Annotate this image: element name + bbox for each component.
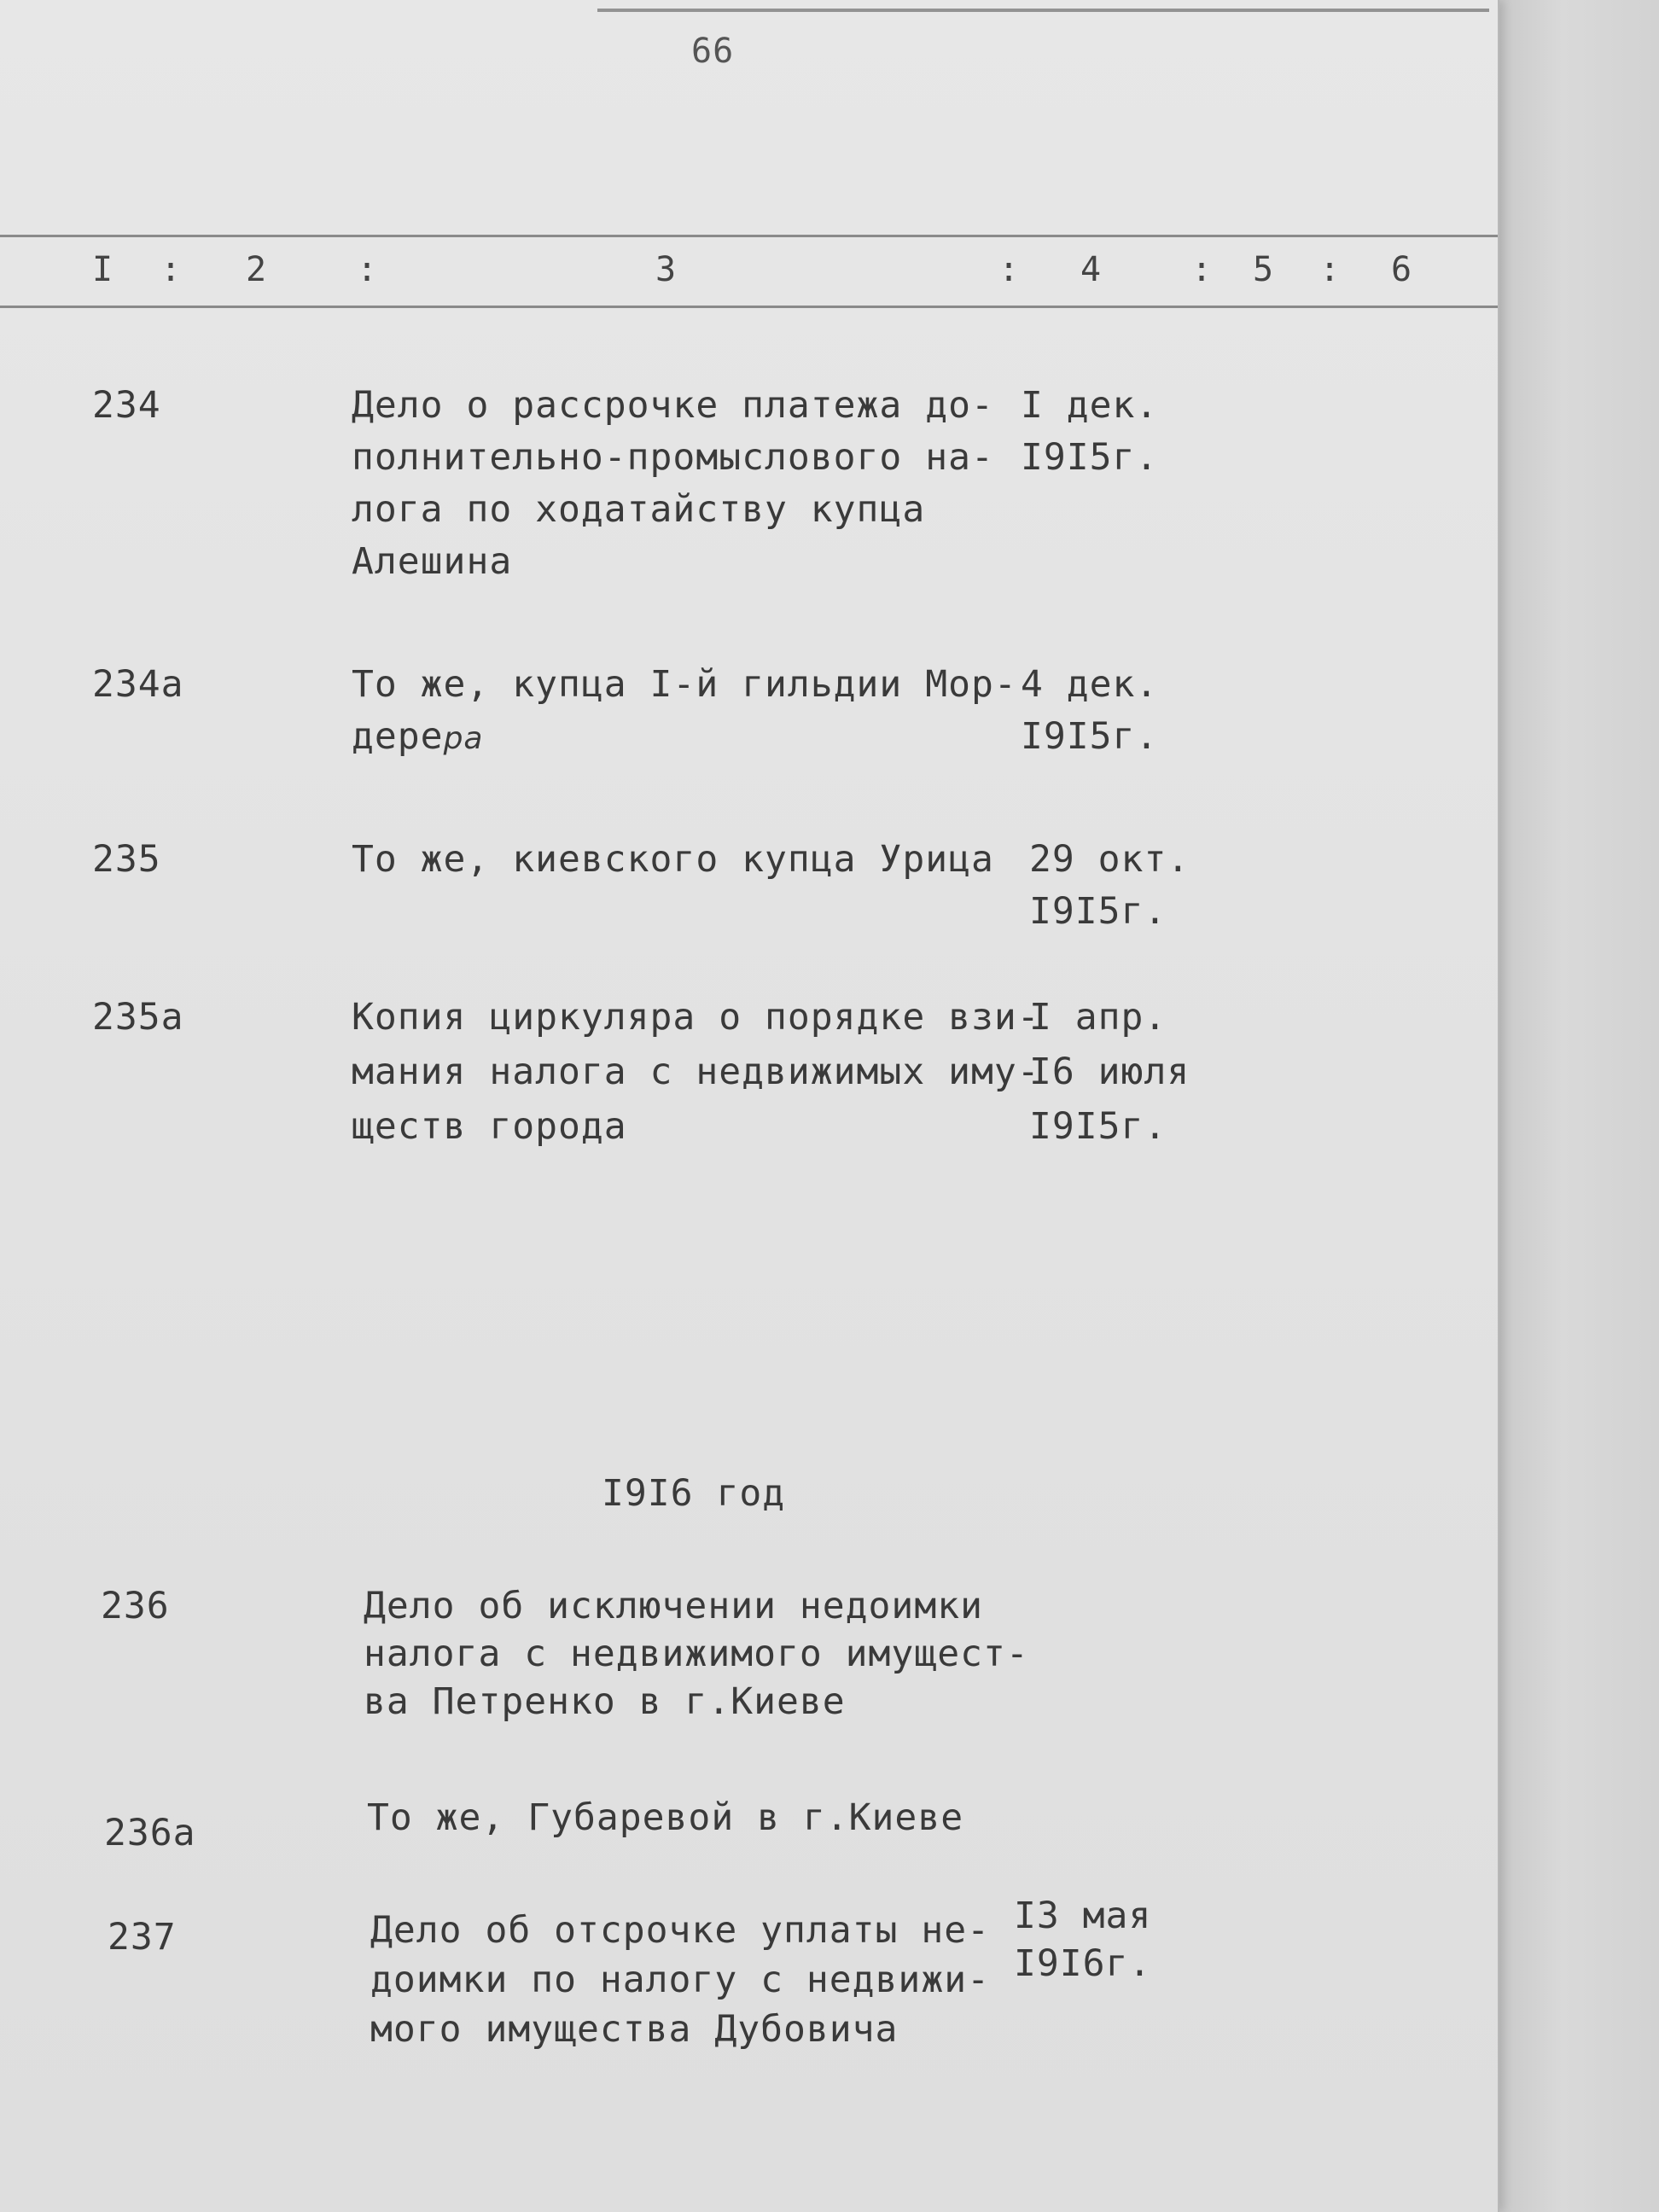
entry-date-line: I9I5г.	[1021, 436, 1159, 479]
entry-title-line: Дело об исключении недоимки	[364, 1585, 983, 1627]
header-col-4: 4	[1080, 250, 1103, 289]
underlying-page	[1498, 0, 1659, 2212]
entry-date-line: I9I5г.	[1021, 715, 1159, 758]
entry-title-line: ществ города	[352, 1105, 627, 1148]
year-heading: I9I6 год	[602, 1472, 786, 1515]
header-sep: :	[998, 250, 1021, 289]
entry-number: 234	[92, 384, 161, 427]
entry-title-typed: дере	[352, 715, 444, 758]
entry-title-line: Алешина	[352, 540, 513, 583]
entry-title-line: налога с недвижимого имущест-	[364, 1633, 1029, 1675]
header-sep: :	[1319, 250, 1342, 289]
entry-title-line: То же, киевского купца Урица	[352, 838, 994, 881]
entry-date-line: 4 дек.	[1021, 663, 1159, 706]
entry-date-line: I дек.	[1021, 384, 1159, 427]
header-sep: :	[160, 250, 183, 289]
entry-title-line: Дело о рассрочке платежа до-	[352, 384, 994, 427]
entry-date-line: I апр.	[1029, 996, 1167, 1039]
handwritten-correction: ра	[443, 721, 484, 756]
entry-number: 234a	[92, 663, 184, 706]
header-col-6: 6	[1391, 250, 1413, 289]
entry-number: 235	[92, 838, 161, 881]
entry-title-line: мания налога с недвижимых иму-	[352, 1051, 1040, 1093]
header-sep: :	[357, 250, 379, 289]
entry-date-line: I6 июля	[1029, 1051, 1190, 1093]
header-sep: :	[1191, 250, 1214, 289]
entry-date-line: 29 окт.	[1029, 838, 1190, 881]
entry-title-line: То же, купца I-й гильдии Мор-	[352, 663, 1017, 706]
entry-title-line: лога по ходатайству купца	[352, 488, 926, 531]
page-top-edge	[597, 9, 1489, 12]
header-col-1: I	[92, 250, 114, 289]
entry-number: 237	[108, 1916, 177, 1959]
header-col-3: 3	[655, 250, 678, 289]
header-col-2: 2	[246, 250, 268, 289]
entry-number: 236a	[104, 1812, 196, 1854]
entry-date-line: I3 мая	[1014, 1895, 1152, 1937]
entry-date-line: I9I6г.	[1014, 1942, 1152, 1985]
entry-date-line: I9I5г.	[1029, 1105, 1167, 1148]
entry-date-line: I9I5г.	[1029, 890, 1167, 933]
entry-title-line: мого имущества Дубовича	[370, 2008, 899, 2051]
page-number: 66	[691, 32, 735, 71]
entry-title-line: полнительно-промыслового на-	[352, 436, 994, 479]
entry-title-line	[352, 711, 483, 765]
entry-title-line: ва Петренко в г.Киеве	[364, 1680, 846, 1723]
header-rule-top	[0, 235, 1498, 237]
entry-title-line: доимки по налогу с недвижи-	[370, 1959, 990, 2001]
entry-title-line: Дело об отсрочке уплаты не-	[370, 1909, 990, 1952]
entry-number: 235a	[92, 996, 184, 1039]
entry-title-line: То же, Губаревой в г.Киеве	[367, 1796, 964, 1839]
entry-number: 236	[101, 1585, 170, 1627]
header-rule-bottom	[0, 306, 1498, 308]
entry-title-line: Копия циркуляра о порядке взи-	[352, 996, 1040, 1039]
header-col-5: 5	[1253, 250, 1275, 289]
